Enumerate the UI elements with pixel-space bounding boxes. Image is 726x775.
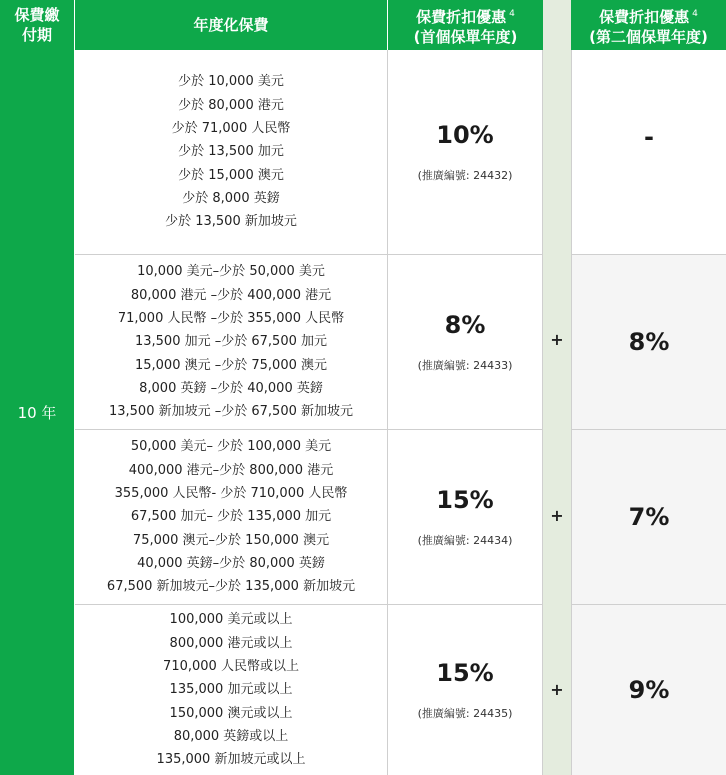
header-discount-first-sub: (首個保單年度) bbox=[413, 27, 518, 46]
premium-line: 135,000 加元或以上 bbox=[169, 682, 293, 698]
premium-line: 135,000 新加坡元或以上 bbox=[156, 752, 306, 768]
premium-range-cell bbox=[75, 605, 388, 775]
premium-line: 少於 10,000 美元 bbox=[178, 74, 284, 90]
discount-second-value: 9% bbox=[628, 676, 670, 704]
premium-line: 100,000 美元或以上 bbox=[169, 612, 293, 628]
footnote-marker: 4 bbox=[692, 8, 698, 19]
header-term-line-1: 保費繳 bbox=[14, 6, 60, 24]
premium-line: 67,500 新加坡元–少於 135,000 新加坡元 bbox=[106, 579, 356, 595]
premium-line: 13,500 新加坡元 –少於 67,500 新加坡元 bbox=[108, 404, 353, 420]
premium-line: 少於 80,000 港元 bbox=[178, 97, 284, 113]
discount-second-cell bbox=[571, 605, 726, 775]
header-discount-second bbox=[571, 0, 726, 50]
premium-line: 71,000 人民幣 –少於 355,000 人民幣 bbox=[117, 311, 345, 327]
header-discount-second-title: 保費折扣優惠 $^4$ bbox=[599, 7, 698, 26]
discount-second-cell bbox=[571, 430, 726, 605]
premium-line: 75,000 澳元–少於 150,000 澳元 bbox=[132, 532, 330, 548]
premium-line: 355,000 人民幣- 少於 710,000 人民幣 bbox=[114, 486, 348, 502]
premium-line: 150,000 澳元或以上 bbox=[169, 705, 293, 721]
discount-first-value: 15% bbox=[436, 486, 494, 514]
premium-line: 13,500 加元 –少於 67,500 加元 bbox=[134, 334, 327, 350]
plus-column bbox=[543, 50, 571, 775]
premium-line: 710,000 人民幣或以上 bbox=[163, 659, 299, 675]
discount-second-value: 7% bbox=[628, 503, 670, 531]
premium-line: 少於 13,500 新加坡元 bbox=[165, 214, 297, 230]
header-premium-label: 年度化保費 bbox=[193, 16, 269, 34]
premium-range-cell bbox=[75, 50, 388, 255]
premium-line: 少於 71,000 人民幣 bbox=[171, 121, 291, 137]
promo-code: (推廣編號: 24434) bbox=[417, 534, 513, 547]
term-cell bbox=[0, 50, 74, 775]
premium-range-cell bbox=[75, 255, 388, 430]
header-discount-first-title: 保費折扣優惠 $^4$ bbox=[416, 7, 515, 26]
footnote-marker: 4 bbox=[509, 8, 515, 19]
header-discount-second-sub: (第二個保單年度) bbox=[589, 27, 708, 46]
plus-sign: + bbox=[550, 330, 564, 349]
premium-line: 50,000 美元– 少於 100,000 美元 bbox=[130, 439, 332, 455]
header-premium bbox=[75, 0, 387, 50]
discount-first-value: 8% bbox=[444, 311, 486, 339]
premium-line: 67,500 加元– 少於 135,000 加元 bbox=[130, 509, 332, 525]
discount-second-cell bbox=[571, 255, 726, 430]
header-term bbox=[0, 0, 74, 50]
header-spacer bbox=[543, 0, 571, 50]
discount-first-value: 15% bbox=[436, 659, 494, 687]
discount-first-cell bbox=[388, 50, 543, 255]
premium-line: 15,000 澳元 –少於 75,000 澳元 bbox=[134, 357, 327, 373]
premium-line: 少於 15,000 澳元 bbox=[178, 167, 284, 183]
promo-code: (推廣編號: 24432) bbox=[417, 169, 513, 182]
premium-line: 400,000 港元–少於 800,000 港元 bbox=[128, 462, 334, 478]
premium-range-cell bbox=[75, 430, 388, 605]
discount-first-cell bbox=[388, 255, 543, 430]
discount-first-cell bbox=[388, 430, 543, 605]
premium-line: 40,000 英鎊–少於 80,000 英鎊 bbox=[137, 555, 325, 571]
premium-line: 8,000 英鎊 –少於 40,000 英鎊 bbox=[139, 380, 323, 396]
discount-second-value: 8% bbox=[628, 328, 670, 356]
discount-second-value: - bbox=[644, 123, 654, 151]
premium-line: 80,000 英鎊或以上 bbox=[173, 728, 289, 744]
plus-sign: + bbox=[550, 506, 564, 525]
premium-line: 10,000 美元–少於 50,000 美元 bbox=[137, 264, 325, 280]
header-discount-first bbox=[388, 0, 543, 50]
premium-line: 少於 8,000 英鎊 bbox=[182, 190, 280, 206]
plus-sign: + bbox=[550, 680, 564, 699]
promo-code: (推廣編號: 24435) bbox=[417, 707, 513, 720]
premium-line: 800,000 港元或以上 bbox=[169, 635, 293, 651]
discount-second-cell bbox=[571, 50, 726, 255]
premium-line: 80,000 港元 –少於 400,000 港元 bbox=[130, 287, 332, 303]
promo-code: (推廣編號: 24433) bbox=[417, 359, 513, 372]
term-label: 10 年 bbox=[17, 404, 57, 422]
discount-first-cell bbox=[388, 605, 543, 775]
discount-first-value: 10% bbox=[436, 121, 494, 149]
header-term-line-2: 付期 bbox=[21, 26, 52, 44]
premium-line: 少於 13,500 加元 bbox=[178, 144, 284, 160]
